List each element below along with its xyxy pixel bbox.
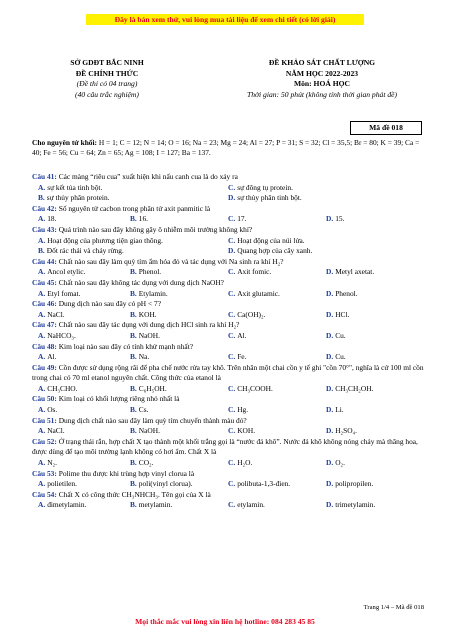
answer-option xyxy=(32,479,130,490)
option-letter: A. xyxy=(38,405,46,415)
answer-option xyxy=(228,458,326,469)
question-text: Các màng “riêu cua” xuất hiện khi nấu canh cua là do xảy ra xyxy=(58,172,238,181)
option-letter: D. xyxy=(326,458,334,468)
option-text: CH₃CHO. xyxy=(47,383,78,393)
option-letter: C. xyxy=(228,352,236,362)
question-stem xyxy=(32,342,424,353)
hotline-notice: Mọi thắc mắc vui lòng xin liên hệ hotline: 084 283 45 85 xyxy=(135,617,315,626)
answer-option xyxy=(326,352,424,363)
answer-option xyxy=(32,500,130,511)
question-count: (40 câu trắc nghiệm) xyxy=(75,89,139,99)
option-letter: B. xyxy=(130,479,137,489)
option-text: Os. xyxy=(47,405,58,415)
option-letter: C. xyxy=(228,426,236,436)
option-text: Ca(OH)₂. xyxy=(237,309,266,319)
option-text: Axit fomic. xyxy=(237,267,272,277)
question-stem xyxy=(32,257,424,268)
answer-options xyxy=(32,267,424,278)
question-text: Dung dịch nào sau đây có pH < 7? xyxy=(58,299,161,309)
option-letter: B. xyxy=(130,288,137,298)
answer-options xyxy=(32,458,424,469)
answer-option xyxy=(228,426,326,437)
option-letter: A. xyxy=(38,288,46,298)
option-text: NaCl. xyxy=(47,426,65,436)
question-number: Câu 41: xyxy=(32,172,57,181)
option-text: poli(vinyl clorua). xyxy=(138,479,193,489)
option-letter: B. xyxy=(130,309,137,319)
school-year: NĂM HỌC 2022-2023 xyxy=(285,68,359,78)
answer-option xyxy=(130,479,228,490)
option-letter: D. xyxy=(326,479,334,489)
page-count: (Đề thi có 04 trang) xyxy=(76,79,138,89)
answer-option xyxy=(228,214,326,225)
question-list xyxy=(32,172,424,511)
answer-option xyxy=(130,310,228,321)
question-stem xyxy=(32,394,424,405)
time-limit: Thời gian: 50 phút (không tính thời gian phát đề) xyxy=(246,89,398,99)
question-number: Câu 49: xyxy=(32,362,57,372)
header-right xyxy=(222,58,422,100)
option-letter: B. xyxy=(130,405,137,415)
answer-option xyxy=(228,500,326,511)
page-footer: Trang 1/4 – Mã đề 018 xyxy=(363,604,424,611)
option-letter: C. xyxy=(228,330,236,340)
option-text: Phenol. xyxy=(138,267,162,277)
atomic-mass-values: H = 1; C = 12; N = 14; O = 16; Na = 23; Mg = 24; Al = 27; P = 31; S = 32; Cl = 35,5; Br = 80; K = 39; Ca = 40; Fe = 56; Cu = 64; Zn = 65; Ag = 108; I = 127; Ba = 137. xyxy=(32,138,420,158)
option-letter: C. xyxy=(228,405,236,415)
option-letter: C. xyxy=(228,235,236,245)
answer-option xyxy=(228,183,424,194)
answer-option xyxy=(228,405,326,416)
question-number: Câu 53: xyxy=(32,468,57,478)
question-number: Câu 50: xyxy=(32,394,57,404)
option-text: C₆H₅OH. xyxy=(138,383,167,393)
question-text: Chất nào sau đây không tác dụng với dung dịch NaOH? xyxy=(58,277,224,287)
option-text: sự đông tụ protein. xyxy=(237,182,293,192)
question-number: Câu 54: xyxy=(32,489,57,499)
question-text: Kim loại nào sau đây có tính khử mạnh nhất? xyxy=(58,341,194,351)
answer-option xyxy=(326,310,424,321)
option-letter: D. xyxy=(326,352,334,362)
answer-option xyxy=(130,405,228,416)
answer-option xyxy=(326,479,424,490)
question-text: Kim loại có khối lượng riêng nhỏ nhất là xyxy=(58,394,180,404)
option-letter: B. xyxy=(130,458,137,468)
option-text: Li. xyxy=(335,405,344,415)
option-letter: B. xyxy=(130,383,137,393)
option-text: sự kết tủa tinh bột. xyxy=(47,182,103,192)
answer-option xyxy=(32,384,130,395)
question-stem xyxy=(32,299,424,310)
option-letter: A. xyxy=(38,458,46,468)
option-text: Axit glutamic. xyxy=(237,288,280,298)
question-stem xyxy=(32,278,424,289)
question-text: Chất nào sau đây làm quỳ tím ẩm hóa đỏ và tác dụng với Na sinh ra khí H₂? xyxy=(58,256,284,266)
answer-option xyxy=(228,331,326,342)
question-item xyxy=(32,437,424,469)
option-text: O₂. xyxy=(335,458,345,468)
question-stem xyxy=(32,172,424,183)
answer-options xyxy=(32,183,424,204)
option-text: CH₃CH₂OH. xyxy=(335,383,374,393)
option-text: metylamin. xyxy=(138,500,173,510)
answer-option xyxy=(32,246,228,257)
answer-option xyxy=(228,246,424,257)
option-letter: D. xyxy=(326,214,334,224)
option-letter: C. xyxy=(228,267,236,277)
option-letter: D. xyxy=(228,246,236,256)
option-text: 18. xyxy=(47,214,57,224)
answer-option xyxy=(32,352,130,363)
answer-option xyxy=(228,193,424,204)
option-text: trimetylamin. xyxy=(335,500,376,510)
question-text: Cồn được sử dụng rộng rãi để pha chế nước rửa tay khô. Trên nhãn một chai cồn y tế ghi "cồn 70°", nghĩa là cứ 100 ml cồn trong chai có 70 ml etanol nguyên chất. Công thức của etanol là xyxy=(32,362,424,383)
answer-option xyxy=(130,267,228,278)
option-text: etylamin. xyxy=(237,500,265,510)
option-text: Metyl axetat. xyxy=(335,267,375,277)
option-text: NaCl. xyxy=(47,309,65,319)
option-letter: B. xyxy=(130,330,137,340)
question-text: Ở trạng thái rắn, hợp chất X tạo thành một khối trắng gọi là “nước đá khô”. Nước đá khô không nóng chảy mà thăng hoa, được dùng để tạo môi trường lạnh không có hơi ẩm. Chất X là xyxy=(32,436,418,457)
option-letter: A. xyxy=(38,235,46,245)
exam-title: ĐỀ KHẢO SÁT CHẤT LƯỢNG xyxy=(268,58,376,67)
option-letter: D. xyxy=(326,500,334,510)
answer-option xyxy=(130,426,228,437)
option-text: HCl. xyxy=(335,309,350,319)
exam-header xyxy=(32,58,422,100)
question-text: Polime thu được khi trùng hợp vinyl clorua là xyxy=(58,468,195,478)
answer-option xyxy=(228,479,326,490)
option-text: Phenol. xyxy=(335,288,358,298)
answer-option xyxy=(32,183,228,194)
question-stem xyxy=(32,320,424,331)
option-text: đimetylamin. xyxy=(47,500,87,510)
answer-option xyxy=(326,405,424,416)
option-text: Al. xyxy=(237,330,247,340)
answer-option xyxy=(326,331,424,342)
answer-options xyxy=(32,479,424,490)
answer-option xyxy=(228,310,326,321)
answer-option xyxy=(32,458,130,469)
option-text: Fe. xyxy=(237,352,247,362)
question-text: Chất X có công thức CH₃NHCH₃. Tên gọi của X là xyxy=(58,489,211,499)
question-item xyxy=(32,204,424,225)
option-letter: C. xyxy=(228,500,236,510)
question-item xyxy=(32,394,424,415)
option-letter: A. xyxy=(38,267,46,277)
question-number: Câu 42: xyxy=(32,203,57,213)
answer-options xyxy=(32,426,424,437)
option-letter: C. xyxy=(228,309,236,319)
answer-option xyxy=(326,426,424,437)
option-text: 16. xyxy=(138,214,149,224)
question-stem xyxy=(32,437,424,458)
answer-option xyxy=(32,193,228,204)
option-letter: D. xyxy=(326,288,334,298)
option-text: polibuta-1,3-đien. xyxy=(237,479,291,489)
answer-option xyxy=(130,331,228,342)
option-text: sự thủy phân tinh bột. xyxy=(237,193,302,203)
option-text: Cs. xyxy=(138,405,149,415)
exam-code-box: Mã đề 018 xyxy=(350,121,422,135)
answer-option xyxy=(326,214,424,225)
question-item xyxy=(32,320,424,341)
option-letter: A. xyxy=(38,214,46,224)
answer-option xyxy=(326,384,424,395)
option-letter: A. xyxy=(38,352,46,362)
option-text: Cu. xyxy=(335,352,346,362)
question-number: Câu 46: xyxy=(32,299,57,309)
option-letter: B. xyxy=(38,193,45,203)
question-text: Chất nào sau đây tác dụng với dung dịch HCl sinh ra khí H₂? xyxy=(58,320,240,330)
answer-options xyxy=(32,352,424,363)
answer-option xyxy=(130,352,228,363)
answer-option xyxy=(32,331,130,342)
option-text: Cu. xyxy=(335,330,346,340)
question-number: Câu 51: xyxy=(32,415,57,425)
question-item xyxy=(32,416,424,437)
option-letter: A. xyxy=(38,479,46,489)
option-letter: C. xyxy=(228,458,236,468)
question-number: Câu 44: xyxy=(32,256,57,266)
option-text: Quang hợp của cây xanh. xyxy=(237,246,313,256)
option-letter: C. xyxy=(228,182,236,192)
answer-option xyxy=(228,352,326,363)
option-text: NaOH. xyxy=(138,330,160,340)
question-number: Câu 43: xyxy=(32,224,57,234)
option-text: Hg. xyxy=(237,405,249,415)
answer-option xyxy=(32,289,130,300)
option-text: Na. xyxy=(138,352,150,362)
option-letter: C. xyxy=(228,214,236,224)
answer-option xyxy=(228,267,326,278)
answer-option xyxy=(228,236,424,247)
option-letter: D. xyxy=(326,267,334,277)
answer-option xyxy=(32,310,130,321)
answer-options xyxy=(32,500,424,511)
option-text: H₂SO₄. xyxy=(335,426,357,436)
answer-option xyxy=(130,384,228,395)
option-text: Al. xyxy=(47,352,57,362)
question-item xyxy=(32,257,424,278)
question-item xyxy=(32,299,424,320)
option-text: Đốt rác thải và cháy rừng. xyxy=(46,246,124,256)
option-letter: D. xyxy=(326,405,334,415)
answer-option xyxy=(32,214,130,225)
option-letter: A. xyxy=(38,330,46,340)
answer-option xyxy=(326,267,424,278)
question-stem xyxy=(32,225,424,236)
option-text: NaHCO₃. xyxy=(47,330,76,340)
option-letter: C. xyxy=(228,479,236,489)
answer-option xyxy=(32,405,130,416)
option-letter: B. xyxy=(130,352,137,362)
option-text: Ancol etylic. xyxy=(47,267,86,277)
answer-options xyxy=(32,384,424,395)
question-item xyxy=(32,225,424,257)
option-text: CH₃COOH. xyxy=(237,383,273,393)
question-number: Câu 48: xyxy=(32,341,57,351)
question-item xyxy=(32,172,424,204)
option-letter: A. xyxy=(38,426,46,436)
option-text: polipropilen. xyxy=(335,479,374,489)
option-text: KOH. xyxy=(237,426,256,436)
question-text: Quá trình nào sau đây không gây ô nhiễm môi trường không khí? xyxy=(58,224,253,234)
answer-option xyxy=(326,289,424,300)
option-text: sự thủy phân protein. xyxy=(46,193,110,203)
atomic-mass-info xyxy=(32,138,424,159)
question-stem xyxy=(32,416,424,427)
answer-option xyxy=(228,289,326,300)
answer-option xyxy=(32,267,130,278)
question-item xyxy=(32,363,424,395)
option-letter: B. xyxy=(130,426,137,436)
answer-options xyxy=(32,331,424,342)
official-label: ĐỀ CHÍNH THỨC xyxy=(75,68,139,78)
answer-options xyxy=(32,405,424,416)
option-letter: D. xyxy=(326,309,334,319)
option-letter: D. xyxy=(326,383,334,393)
question-item xyxy=(32,490,424,511)
option-letter: A. xyxy=(38,500,46,510)
question-text: Dung dịch chất nào sau đây làm quỳ tím chuyển thành màu đỏ? xyxy=(58,415,247,425)
question-number: Câu 52: xyxy=(32,436,57,446)
answer-option xyxy=(130,214,228,225)
option-letter: C. xyxy=(228,288,236,298)
option-text: 15. xyxy=(335,214,345,224)
question-text: Số nguyên tử cacbon trong phân tử axit panmitic là xyxy=(58,203,211,213)
answer-option xyxy=(130,500,228,511)
answer-options xyxy=(32,289,424,300)
option-letter: D. xyxy=(228,193,236,203)
option-text: KOH. xyxy=(138,309,157,319)
question-stem xyxy=(32,490,424,501)
option-letter: B. xyxy=(130,500,137,510)
option-letter: A. xyxy=(38,309,46,319)
question-stem xyxy=(32,469,424,480)
option-letter: D. xyxy=(326,330,334,340)
question-number: Câu 45: xyxy=(32,277,57,287)
option-text: NaOH. xyxy=(138,426,160,436)
atomic-mass-label: Cho nguyên tử khối: xyxy=(32,138,98,147)
option-letter: B. xyxy=(130,214,137,224)
option-text: Hoạt động của núi lửa. xyxy=(237,235,305,245)
answer-option xyxy=(130,458,228,469)
answer-option xyxy=(228,384,326,395)
preview-notice: Đây là bản xem thử, vui lòng mua tài liệu để xem chi tiết (có lời giải) xyxy=(86,14,364,25)
subject: Môn: HOÁ HỌC xyxy=(293,79,351,89)
answer-option xyxy=(32,236,228,247)
option-letter: B. xyxy=(130,267,137,277)
answer-option xyxy=(326,500,424,511)
answer-option xyxy=(326,458,424,469)
question-stem xyxy=(32,204,424,215)
answer-options xyxy=(32,214,424,225)
option-text: Hoạt động của phương tiện giao thông. xyxy=(47,235,163,245)
option-text: H₂O. xyxy=(237,458,253,468)
question-number: Câu 47: xyxy=(32,320,57,330)
header-left xyxy=(32,58,182,100)
option-letter: D. xyxy=(326,426,334,436)
question-item xyxy=(32,469,424,490)
option-letter: B. xyxy=(38,246,45,256)
option-text: Etylamin. xyxy=(138,288,168,298)
department-name: SỞ GDĐT BẮC NINH xyxy=(70,58,144,67)
question-item xyxy=(32,342,424,363)
answer-options xyxy=(32,236,424,257)
option-text: CO₂. xyxy=(138,458,154,468)
option-letter: A. xyxy=(38,383,46,393)
option-letter: A. xyxy=(38,182,46,192)
option-text: 17. xyxy=(237,214,247,224)
option-text: N₂. xyxy=(47,458,57,468)
answer-option xyxy=(130,289,228,300)
answer-option xyxy=(32,426,130,437)
answer-options xyxy=(32,310,424,321)
option-letter: C. xyxy=(228,383,236,393)
option-text: polietilen. xyxy=(47,479,77,489)
question-stem xyxy=(32,363,424,384)
option-text: Etyl fomat. xyxy=(47,288,81,298)
question-item xyxy=(32,278,424,299)
